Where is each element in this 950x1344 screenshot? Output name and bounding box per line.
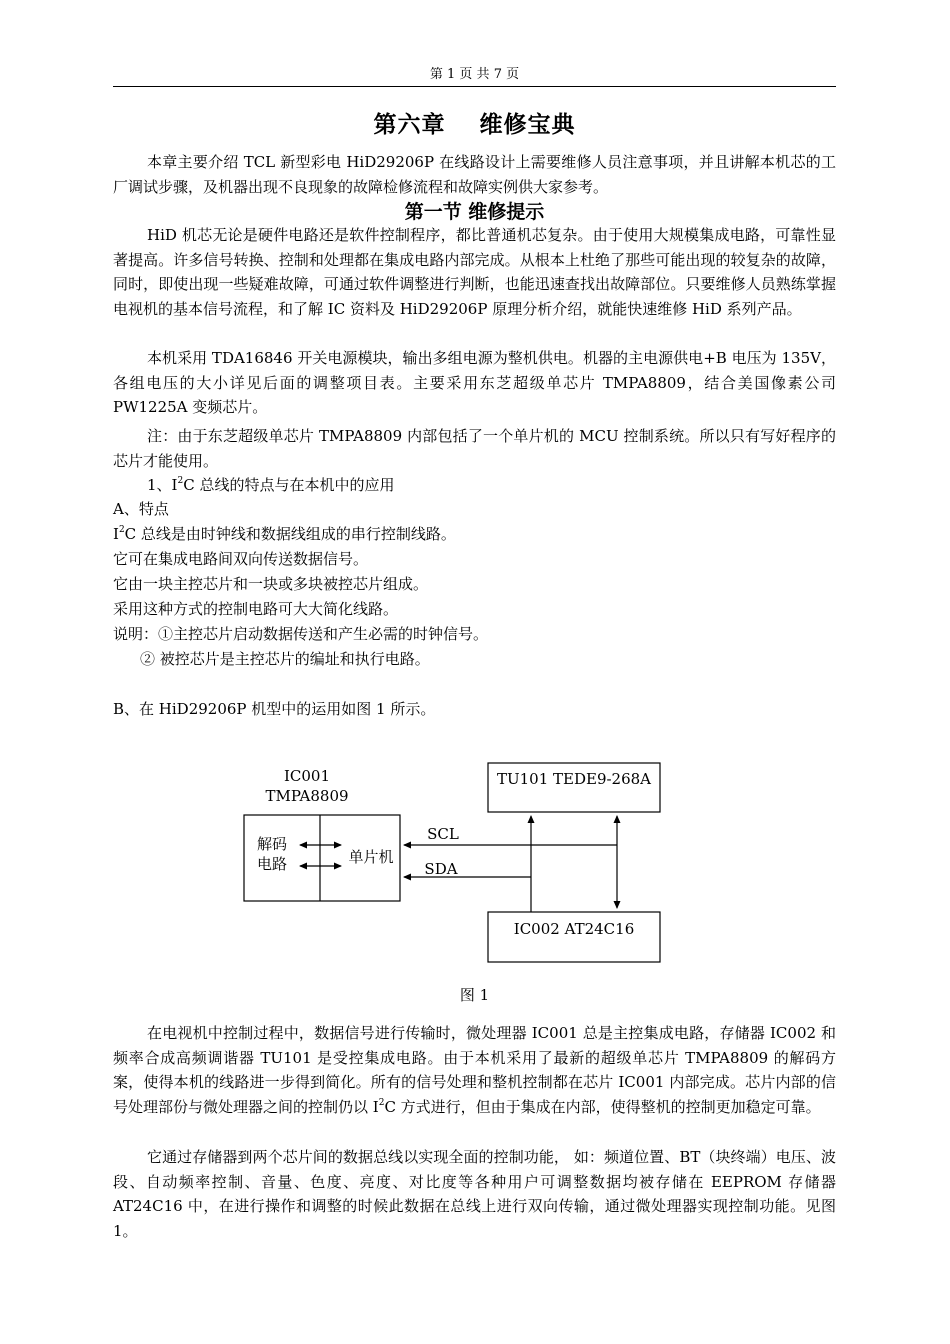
feature-line: 说明：①主控芯片启动数据传送和产生必需的时钟信号。 — [113, 625, 489, 643]
item-a-heading: A、特点 — [113, 500, 169, 518]
mcu-label: 单片机 — [348, 848, 394, 866]
paragraph-hid-overview: HiD 机芯无论是硬件电路还是软件控制程序，都比普通机芯复杂。由于使用大规模集成电路，可靠性显著提高。许多信号转换、控制和处理都在集成电路内部完成。从根本上杜绝了那些可能出现的较复杂的故障，同时，即使出现一些疑难故障，可通过软件调整进行判断，也能迅速查找出故障部位。只要维修人员熟练掌握电视机的基本信号流程，和了解 IC 资料及 HiD29206P 原理分析介绍，就能快速维修 HiD 系列产品。 — [113, 226, 836, 318]
sda-label: SDA — [424, 860, 458, 878]
paragraph-note: 注：由于东芝超级单芯片 TMPA8809 内部包括了一个单片机的 MCU 控制系统。所以只有写好程序的芯片才能使用。 — [113, 427, 836, 470]
paragraph-power-supply: 本机采用 TDA16846 开关电源模块，输出多组电源为整机供电。机器的主电源供电+B 电压为 135V，各组电压的大小详见后面的调整项目表。主要采用东芝超级单芯片 TMPA8809，结合美国像素公司 PW1225A 变频芯片。 — [113, 349, 836, 416]
feature-line: 它由一块主控芯片和一块或多块被控芯片组成。 — [113, 575, 429, 593]
chapter-number: 第六章 — [373, 111, 446, 138]
eeprom-label: IC002 AT24C16 — [513, 920, 635, 938]
paragraph-data-bus: 它通过存储器到两个芯片间的数据总线以实现全面的控制功能， 如：频道位置、BT（块终端）电压、波段、自动频率控制、音量、色度、亮度、对比度等各种用户可调整数据均被存储在 EEPROM 存储器 AT24C16 中，在进行操作和调整的时候此数据在总线上进行双向传输，通过微处理器实现控制功能。见图 1。 — [113, 1148, 836, 1240]
item-b-heading: B、在 HiD29206P 机型中的运用如图 1 所示。 — [113, 700, 436, 718]
feature-line: 采用这种方式的控制电路可大大简化线路。 — [113, 600, 399, 618]
note-line: ② 被控芯片是主控芯片的编址和执行电路。 — [140, 650, 430, 668]
tuner-label: TU101 TEDE9-268A — [496, 770, 652, 788]
chapter-name: 维修宝典 — [479, 111, 576, 138]
intro-paragraph: 本章主要介绍 TCL 新型彩电 HiD29206P 在线路设计上需要维修人员注意事项，并且讲解本机芯的工厂调试步骤，及机器出现不良现象的故障检修流程和故障实例供大家参考。 — [113, 153, 836, 196]
feature-line-i2c: $I^2C$ 总线是由时钟线和数据线组成的串行控制线路。 — [113, 525, 456, 543]
feature-line: 它可在集成电路间双向传送数据信号。 — [113, 550, 369, 568]
figure-caption: 图 1 — [459, 986, 490, 1004]
ic001-ref-label: IC001 — [283, 767, 331, 785]
decode-circuit-label: 解码 — [256, 835, 288, 853]
ic001-part-label: TMPA8809 — [265, 787, 349, 805]
paragraph-control-process: 在电视机中控制过程中，数据信号进行传输时，微处理器 IC001 总是主控集成电路，存储器 IC002 和频率合成高频调谐器 TU101 是受控集成电路。由于本机采用了最新的超级单芯片 TMPA8809 的解码方案，使得本机的线路进一步得到简化。所有的信号处理和整机控制都在芯片 IC001 内部完成。芯片内部的信号处理部份与微处理器之间的控制仍以 $I^2C$ 方式进行，但由于集成在内部，使得整机的控制更加稳定可靠。 — [113, 1024, 836, 1116]
section-title: 第一节 维修提示 — [404, 201, 545, 223]
page-indicator: 第 1 页 共 7 页 — [429, 67, 520, 82]
decode-circuit-label: 电路 — [256, 855, 288, 873]
item-1-heading: 1、$I^2C$ 总线的特点与在本机中的应用 — [147, 476, 395, 494]
scl-label: SCL — [427, 825, 459, 843]
